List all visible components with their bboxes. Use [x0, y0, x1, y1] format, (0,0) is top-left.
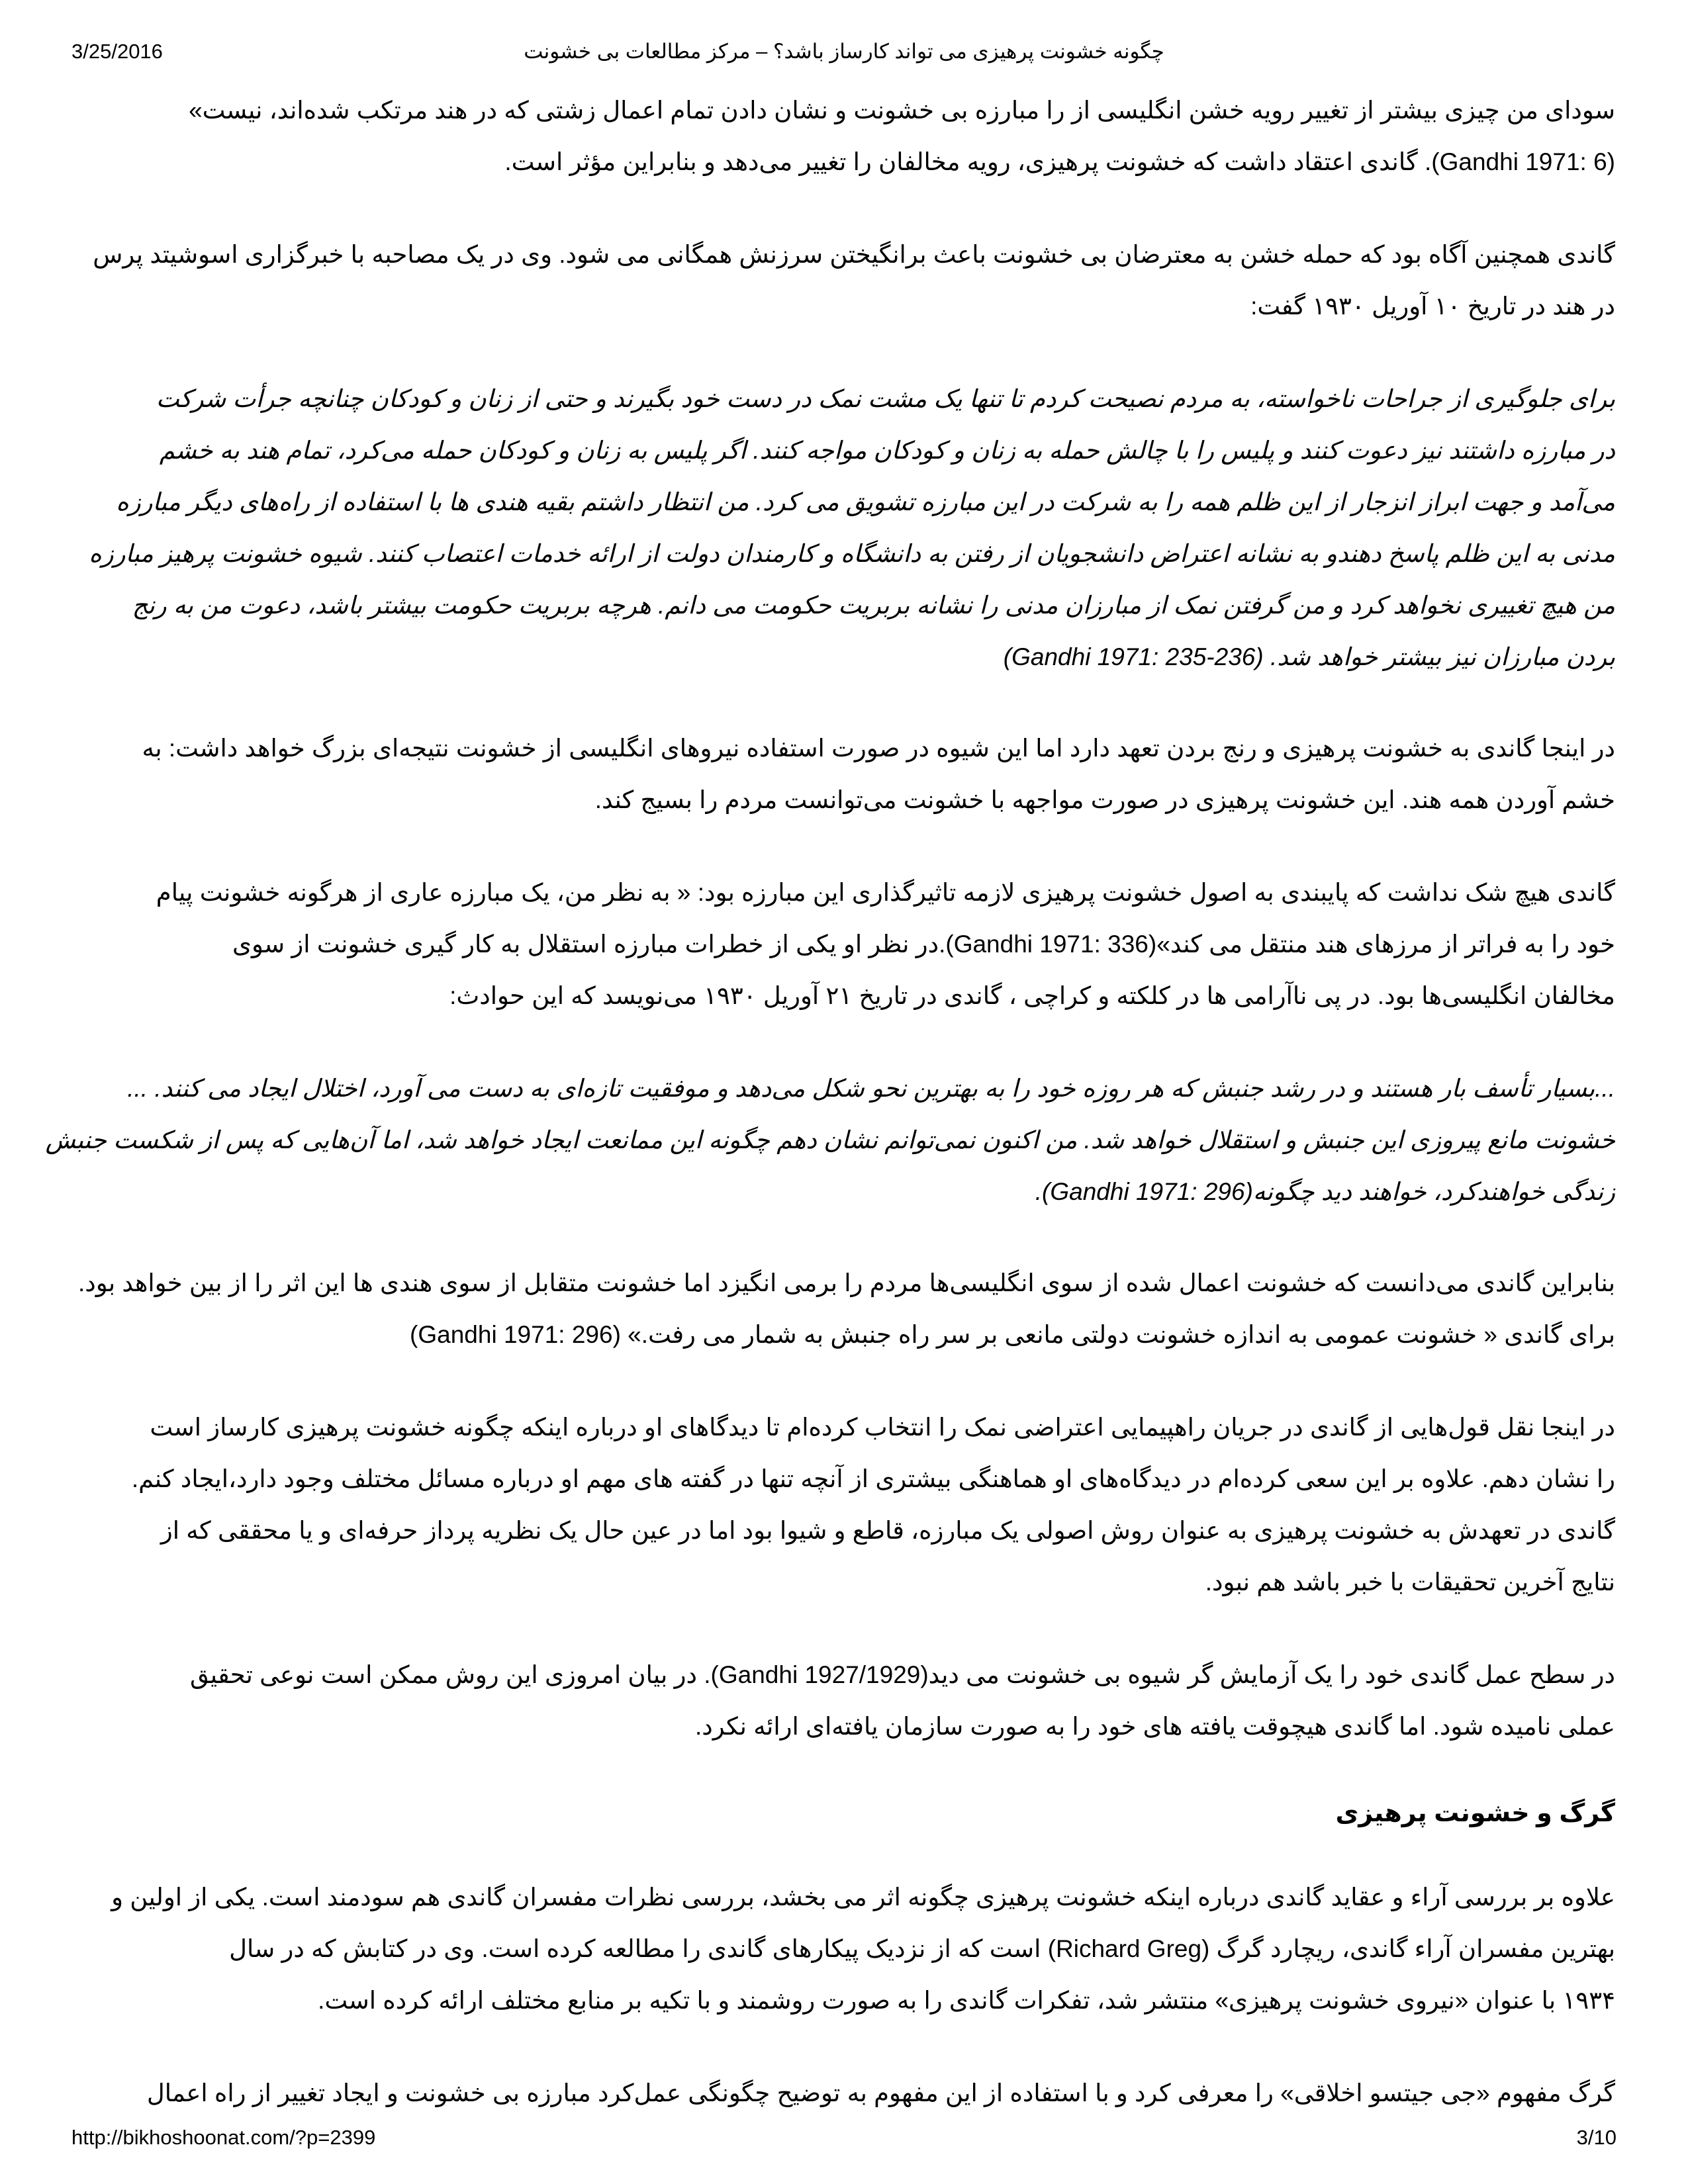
print-date: 3/25/2016 — [71, 40, 163, 63]
text-line: مخالفان انگلیسی‌ها بود. در پی ناآرامی ها در کلکته و کراچی ، گاندی در تاریخ ۲۱ آوریل ۱۹۳۰ می‌نویسد که این حوادث: — [449, 982, 1615, 1009]
text-line: علاوه بر بررسی آراء و عقاید گاندی درباره اینکه خشونت پرهیزی چگونه اثر می بخشد، بررسی نظرات مفسران گاندی هم سودمند است. یکی از اولین و — [111, 1884, 1615, 1911]
text-line: در سطح عمل گاندی خود را یک آزمایش گر شیوه بی خشونت می دید(Gandhi 1927/1929). در بیان امروزی این روش ممکن است نوعی تحقیق — [189, 1661, 1615, 1688]
text-line: خود را به فراتر از مرزهای هند منتقل می کند»(Gandhi 1971: 336).در نظر او یکی از خطرات مبارزه استقلال به کار گیری خشونت از سوی — [232, 931, 1615, 958]
text-line: عملی نامیده شود. اما گاندی هیچوقت یافته های خود را به صورت سازمان یافته‌ای ارائه نکرد. — [695, 1713, 1615, 1740]
text-line: نتایج آخرین تحقیقات با خبر باشد هم نبود. — [1205, 1569, 1615, 1596]
text-line: در اینجا نقل قول‌هایی از گاندی در جریان راهپیمایی اعتراضی نمک را انتخاب کرده‌ام تا دیدگاهای او درباره اینکه چگونه خشونت پرهیزی کارساز است — [150, 1414, 1615, 1441]
paragraph — [73, 229, 1615, 332]
text-line: سودای من چیزی بیشتر از تغییر رویه خشن انگلیسی از را مبارزه بی خشونت و نشان دادن تمام اعمال زشتی که در هند مرتکب شده‌اند، نیست» — [189, 97, 1615, 124]
text-line: خشونت مانع پیروزی این جنبش و استقلال خواهد شد. من اکنون نمی‌توانم نشان دهم چگونه این ممانعت ایجاد خواهد شد، اما آن‌هایی که پس از شکست جنبش — [45, 1126, 1615, 1154]
text-line: گاندی همچنین آگاه بود که حمله خشن به معترضان بی خشونت باعث برانگیختن سرزنش همگانی می شود. وی در یک مصاحبه با خبرگزاری اسوشیتد پرس — [93, 241, 1615, 268]
text-line: گرگ مفهوم «جی جیتسو اخلاقی» را معرفی کرد و با استفاده از این مفهوم به توضیح چگونگی عمل‌کرد مبارزه بی خشونت و ایجاد تغییر از راه اعمال — [146, 2079, 1615, 2107]
paragraph — [73, 1872, 1615, 2026]
text-line: را نشان دهم. علاوه بر این سعی کرده‌ام در دیدگاه‌های او هماهنگی بیشتری از آنچه تنها در گفته های مهم او درباره مسائل مختلف وجود دارد،ایجاد کنم. — [131, 1465, 1615, 1492]
text-line: مدنی به این ظلم پاسخ دهندو به نشانه اعتراض دانشجویان از رفتن به دانشگاه و کارمندان دولت از ارائه خدمات اعتصاب کنند. شیوه خشونت پرهیز مبارزه — [89, 540, 1615, 567]
source-url-link[interactable]: http://bikhoshoonat.com/?p=2399 — [71, 2126, 376, 2149]
block-quote — [73, 373, 1615, 683]
text-line: گاندی در تعهدش به خشونت پرهیزی به عنوان روش اصولی یک مبارزه، قاطع و شیوا بود اما در عین حال یک نظریه پرداز حرفه‌ای و یا محققی که از — [160, 1517, 1615, 1544]
paragraph — [73, 867, 1615, 1022]
text-line: (Gandhi 1971: 6). گاندی اعتقاد داشت که خشونت پرهیزی، رویه مخالفان را تغییر می‌دهد و بنابراین مؤثر است. — [504, 148, 1615, 175]
section-heading — [73, 1794, 1615, 1833]
text-line: من هیچ تغییری نخواهد کرد و من گرفتن نمک از مبارزان مدنی را نشانه بربریت حکومت می دانم. هرچه بربریت حکومت بیشتر باشد، دعوت من به رنج — [132, 592, 1615, 619]
paragraph — [73, 2068, 1615, 2119]
page-title: چگونه خشونت پرهیزی می تواند کارساز باشد؟ – مرکز مطالعات بی خشونت — [524, 40, 1164, 63]
text-line: در هند در تاریخ ۱۰ آوریل ۱۹۳۰ گفت: — [1250, 293, 1615, 320]
text-line: می‌آمد و جهت ابراز انزجار از این ظلم همه را به شرکت در این مبارزه تشویق می کرد. من انتظار داشتم بقیه هندی ها با استفاده از راه‌های دیگر مبارزه — [116, 488, 1615, 516]
text-line: برای گاندی « خشونت عمومی به اندازه خشونت دولتی مانعی بر سر راه جنبش به شمار می رفت.» (Gandhi 1971: 296) — [410, 1321, 1615, 1348]
block-quote — [45, 1063, 1615, 1218]
text-line: خشم آوردن همه هند. این خشونت پرهیزی در صورت مواجهه با خشونت می‌توانست مردم را بسیج کند. — [594, 786, 1615, 813]
text-line: در اینجا گاندی به خشونت پرهیزی و رنج بردن تعهد دارد اما این شیوه در صورت استفاده نیروهای انگلیسی از خشونت نتیجه‌ای بزرگ خواهد داشت: به — [142, 735, 1615, 762]
paragraph — [73, 1649, 1615, 1752]
text-line: زندگی خواهندکرد، خواهند دید چگونه(Gandhi 1971: 296). — [1035, 1178, 1615, 1205]
paragraph — [73, 1402, 1615, 1608]
paragraph — [73, 1257, 1615, 1361]
paragraph — [73, 85, 1615, 188]
text-line: ...بسیار تأسف بار هستند و در رشد جنبش که هر روزه خود را به بهترین نحو شکل می‌دهد و موفقیت تازه‌ای به دست می آورد، اختلال ایجاد می کنند. ... — [127, 1075, 1615, 1102]
text-line: برای جلوگیری از جراحات ناخواسته، به مردم نصیحت کردم تا تنها یک مشت نمک در دست خود بگیرند و حتی از زنان و کودکان چنانچه جرأت شرکت — [156, 385, 1615, 412]
paragraph — [73, 723, 1615, 826]
text-line: بردن مبارزان نیز بیشتر خواهد شد. (Gandhi 1971: 235-236) — [1003, 643, 1615, 670]
article-body — [45, 85, 1615, 2160]
text-line: گرگ و خشونت پرهیزی — [1335, 1799, 1615, 1827]
text-line: در مبارزه داشتند نیز دعوت کنند و پلیس را با چالش حمله به زنان و کودکان مواجه کنند. اگر پلیس به زنان و کودکان حمله می‌کرد، تمام هند به خشم — [159, 437, 1615, 464]
text-line: ۱۹۳۴ با عنوان «نیروی خشونت پرهیزی» منتشر شد، تفکرات گاندی را به صورت روشمند و با تکیه بر منابع مختلف ارائه کرده است. — [318, 1987, 1615, 2014]
text-line: بهترین مفسران آراء گاندی، ریچارد گرگ (Richard Greg) است که از نزدیک پیکارهای گاندی را مطالعه کرده است. وی در کتابش که در سال — [229, 1935, 1615, 1962]
text-line: بنابراین گاندی می‌دانست که خشونت اعمال شده از سوی انگلیسی‌ها مردم را برمی انگیزد اما خشونت متقابل از سوی هندی ها این اثر را از بین خواهد بود. — [77, 1269, 1615, 1297]
page-number: 3/10 — [1576, 2126, 1617, 2149]
text-line: گاندی هیچ شک نداشت که پایبندی به اصول خشونت پرهیزی لازمه تاثیرگذاری این مبارزه بود: « به نظر من، یک مبارزه عاری از هرگونه خشونت پیام — [156, 879, 1615, 906]
